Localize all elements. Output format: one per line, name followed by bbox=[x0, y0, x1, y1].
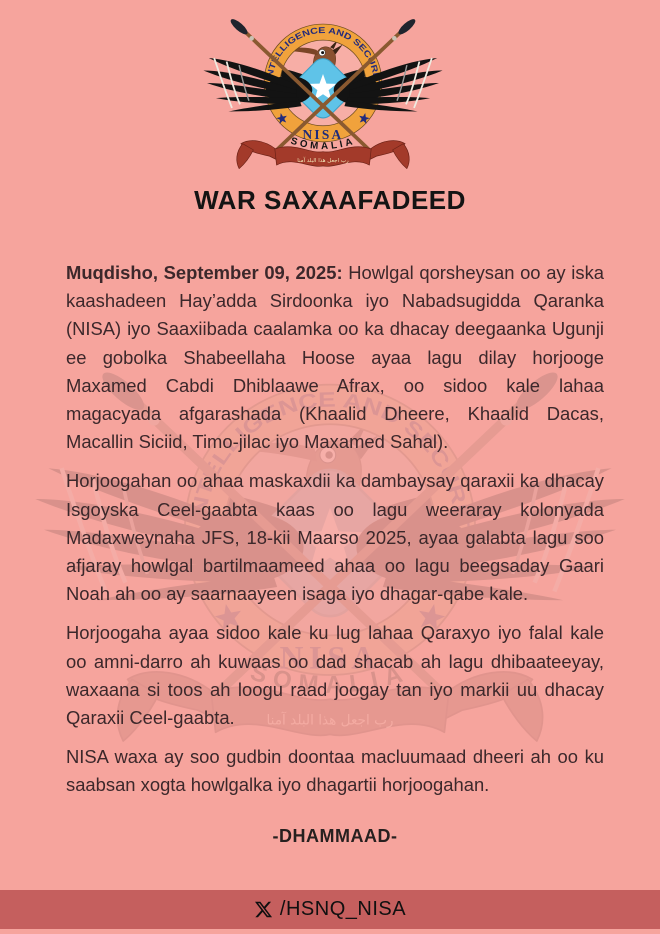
footer-band bbox=[0, 890, 660, 929]
paragraph-2: Horjoogahan oo ahaa maskaxdii ka dambaysay qaraxii ka dhacay Isgoyska Ceel-gaabta kaas oo lagu weeraray kolonyada Madaxweynaha JFS, 18-kii Maarso 2025, ayaa galabta lagu soo afjaray howlgal bartilmaameed ahaa oo lagu beegsaday Gaari Noah ah oo ay saarnaayeen isaga iyo dhagar-qabe kale. bbox=[66, 470, 604, 605]
paragraph-1 bbox=[66, 259, 604, 456]
press-release-body bbox=[66, 259, 604, 847]
paragraph-4: NISA waxa ay soo gudbin doontaa macluumaad dheeri ah oo ku saabsan xogta howlgalka iyo dhagartii horjoogahan. bbox=[66, 746, 604, 796]
nisa-emblem bbox=[189, 8, 457, 182]
press-release-title: WAR SAXAAFADEED bbox=[194, 185, 466, 215]
paragraph-3: Horjoogaha ayaa sidoo kale ku lug lahaa Qaraxyo iyo falal kale oo amni-darro ah kuwaas oo dad shacab ah lagu dhibaateeyay, waxaana si toos ah loogu raad joogay tan iyo markii uu dhacay Qaraxii Ceel-gaabta. bbox=[66, 622, 604, 729]
x-twitter-icon bbox=[254, 900, 273, 919]
dateline: Muqdisho, September 09, 2025: bbox=[66, 262, 343, 283]
paragraph-1-text: Howlgal qorsheysan oo ay iska kaashadeen Hay’adda Sirdoonka iyo Nabadsugidda Qaranka (NISA) iyo Saaxiibada caalamka oo ka dhacay deegaanka Ugunji ee gobolka Shabeellaha Hoose ayaa lagu dilay horjooge Maxamed Cabdi Dhiblaawe Afrax, oo sidoo kale lahaa magacyada afgarashada (Khaalid Dheere, Khaalid Dacas, Macallin Siciid, Timo-jilac iyo Maxamed Sahal). bbox=[66, 262, 604, 453]
footer-handle: /HSNQ_NISA bbox=[279, 898, 407, 920]
closing-line: -DHAMMAAD- bbox=[272, 825, 398, 846]
